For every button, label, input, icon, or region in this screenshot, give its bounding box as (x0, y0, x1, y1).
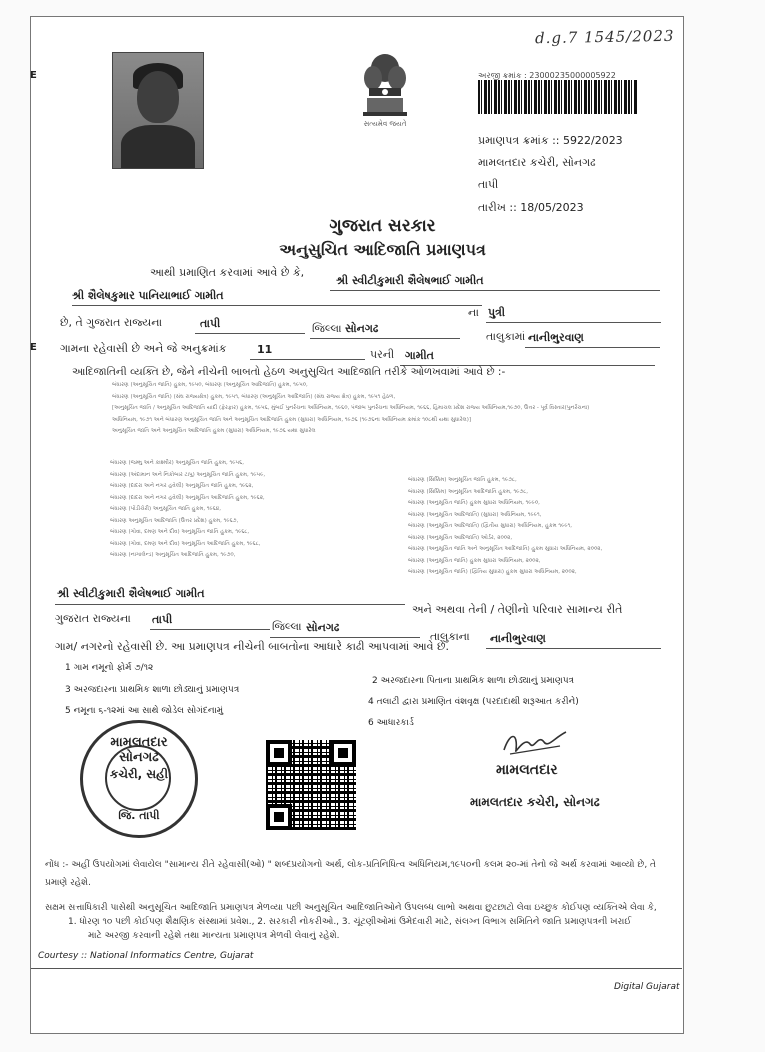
underline (270, 637, 420, 638)
father-name: શ્રી શૈલેષકુમાર પાનિયાભાઈ ગામીત (72, 289, 224, 302)
document-item: 4 તલાટી દ્વારા પ્રમાણિત વંશવૃક્ષ (પરદાદાથી શરૂઆત કરીને) (368, 697, 579, 707)
signatory-office: મામલતદાર કચેરી, સોનગઢ (470, 795, 600, 809)
footer-divider (31, 968, 682, 969)
seal-middle-text: કચેરી, સહી (109, 767, 169, 781)
govt-title: ગુજરાત સરકાર (329, 216, 436, 236)
taluka-value: નાનીભુરવાણ (528, 331, 584, 344)
note-benefits-cont: માટે અરજી કરવાની રહેશે તથા માન્યતા પ્રમાણપત્ર મેળવી લેવાનું રહેશે. (88, 931, 340, 941)
tribe-text: આદિજાતિની વ્યક્તિ છે, જેને નીચેની બાબતો હેઠળ અનુસુચિત આદિજાતિ તરીકે ઓળખવામાં આવે છે :- (72, 366, 506, 378)
certificate-number: પ્રમાણપત્ર ક્રમાંક :: 5922/2023 (478, 134, 623, 147)
relation-prefix: ના (468, 306, 479, 319)
district-label: જિલ્લા (312, 322, 342, 335)
underline (486, 322, 661, 323)
orders-right-list: બંધારણ (સિક્કિમ) અનુસૂચિત જાતિ હુકમ, ૧૯૭૮, બંધારણ (સિક્કિમ) અનુસૂચિત આદિજાતિ હુકમ, ૧૯૭૮, બંધારણ (અનુસૂચિત જાતિ) હુકમ સુધારા અધિનિયમ, ૧૯૯૦, બંધારણ (અનુસૂચિત આદિજાતિ) (સુધારા) અધિનિયમ, ૧૯૯૧, બંધારણ (અનુસૂચિત આદિજાતિ) (દ્વિતીય સુધારા) અધિનિયમ, હુકમ ૧૯૯૧, બંધારણ (અનુસૂચિત આદિજાતિ) ઓર્ડર, ૨૦૦૨, બંધારણ (અનુસૂચિત જાતિ અને અનુસૂચિત આદિજાતિ) હુકમ સુધારા અધિનિયમ, ૨૦૦૨, બંધારણ (અનુસૂચિત જાતિ) હુકમ સુધારા અધિનિયમ, ૨૦૦૨, બંધારણ (અનુસૂચિત જાતિ) (દ્વિતિય સુધારા) હુકમ સુધારા અધિનિયમ, ૨૦૦૨, (408, 477, 603, 575)
residence-subdistrict: સોનગઢ (306, 621, 340, 634)
qr-code (266, 740, 356, 830)
issue-date: તારીખ :: 18/05/2023 (478, 201, 584, 214)
application-number: અરજી ક્રમાંક : 23000235000005922 (478, 71, 616, 80)
document-item: 1 ગામ નમૂનો ફોર્મ ૭/૧૨ (65, 663, 154, 673)
underline (310, 338, 460, 339)
caste-value: ગામીત (405, 349, 434, 362)
emblem-caption: સત્યમેવ જયતે (363, 120, 407, 128)
orders-left-list: બંધારણ (જમ્મુ અને કાશ્મીર) અનુસૂચિત જાતિ હુકમ, ૧૯૫૬, બંધારણ (અંદામાન અને નિકોબાર ટાપુ) અનુસૂચિત જાતિ હુકમ, ૧૯૫૯, બંધારણ (દાદરા અને નગર હવેલી) અનુસૂચિત જાતિ હુકમ, ૧૯૬૨, બંધારણ (દાદરા અને નગર હવેલી) અનુસૂચિત આદિજાતિ હુકમ, ૧૯૬૨, બંધારણ (પોંડીચેરી) અનુસૂચિત જાતિ હુકમ, ૧૯૬૪, બંધારણ અનુસૂચિત આદિજાતિ (ઉત્તર પ્રદેશ) હુકમ, ૧૯૬૭, બંધારણ (ગોવા, દમણ અને દીવ) અનુસૂચિત જાતિ હુકમ, ૧૯૬૮, બંધારણ (ગોવા, દમણ અને દીવ) અનુસૂચિત આદિજાતિ હુકમ, ૧૯૬૮, બંધારણ (નાગાલેન્ડ) અનુસૂચિત આદિજાતિ હુકમ, ૧૯૭૦, (110, 460, 266, 558)
certificate-title: અનુસુચિત આદિજાતિ પ્રમાણપત્ર (279, 240, 486, 259)
digital-gujarat-text: Digital Gujarat (614, 982, 680, 992)
document-item: 5 નમૂના ૬-૧૨માં આ સાથે જોડેલ સોગંદનામું (65, 706, 224, 716)
national-emblem-icon (355, 48, 415, 120)
residence-subdistrict-label: જિલ્લા (272, 620, 302, 633)
courtesy-text: Courtesy :: National Informatics Centre, Gujarat (38, 951, 254, 961)
residence-name: શ્રી સ્વીટીકુમારી શૈલેષભાઈ ગામીત (57, 587, 205, 600)
issuing-office: મામલતદાર કચેરી, સોનગઢ (478, 156, 596, 169)
underline (330, 290, 660, 291)
certify-text: આથી પ્રમાણિત કરવામાં આવે છે કે, (150, 266, 305, 279)
village-text: ગામના રહેવાસી છે અને જે અનુક્રમાંક (60, 342, 227, 355)
margin-mark: E (30, 70, 37, 81)
relation: પુત્રી (488, 306, 506, 319)
family-text: અને અથવા તેની / તેણીનો પરિવાર સામાન્ય રીતે (412, 603, 623, 616)
residence-taluka-label: તાલુકાના (430, 630, 470, 643)
barcode (478, 80, 638, 114)
district-value: તાપી (200, 317, 221, 330)
caste-label: પરની (370, 348, 395, 361)
state-text: છે, તે ગુજરાત રાજ્યના (60, 316, 163, 329)
subdistrict-value: સોનગઢ (345, 322, 379, 335)
residence-district: તાપી (152, 613, 173, 626)
underline (486, 648, 661, 649)
note-benefits: સક્ષમ સત્તાધિકારી પાસેથી અનુસૂચિત આદિજાતિ પ્રમાણપત્ર મેળવ્યા પછી અનુસૂચિત આદિજાતિઓને ઉપલબ્ધ લાભો અથવા છુટછાટો લેવા ઇચ્છુક કોઈપણ વ્યક્તિએ લેવા કે, (45, 903, 657, 913)
note-residence-cont: પ્રમાણે રહેશે. (45, 878, 91, 888)
residence-state-text: ગુજરાત રાજ્યના (55, 612, 131, 625)
issuing-district: તાપી (478, 178, 499, 191)
document-item: 3 અરજદારના પ્રાથમિક શાળા છોડ્યાનું પ્રમાણપત્ર (65, 685, 240, 695)
document-item: 6 આધારકાર્ડ (368, 718, 414, 728)
signature-icon (500, 726, 570, 760)
underline (150, 629, 270, 630)
margin-mark: E (30, 342, 37, 353)
document-item: 2 અરજદારના પિતાના પ્રાથમિક શાળા છોડ્યાનું પ્રમાણપત્ર (372, 676, 575, 686)
office-seal (80, 720, 198, 838)
seal-bottom-text: જિ. તાપી (118, 809, 160, 822)
note-residence: નોંધ :- અહીં ઉપયોગમાં લેવાયેલ "સામાન્ય રીતે રહેવાસી(ઓ) " શબ્દપ્રયોગનો અર્થ, લોક-પ્રતિનિધિત્વ અધિનિયમ,૧૯૫૦ની કલમ ૨૦-માં તેનો જે અર્થ કરવામાં આવ્યો છે, તે (45, 860, 657, 870)
serial-number: 11 (257, 343, 273, 356)
taluka-label: તાલુકામાં (486, 330, 526, 343)
residence-taluka: નાનીભુરવાણ (490, 632, 546, 645)
underline (525, 347, 660, 348)
underline (55, 604, 405, 605)
seal-top-text: મામલતદાર સોનગઢ (110, 735, 168, 765)
underline (195, 333, 305, 334)
handwritten-reference: d.g.7 1545/2023 (534, 26, 675, 48)
fine-print-block: બંધારણ (અનુસૂચિત જાતિ) હુકમ, ૧૯૫૦, બંધારણ (અનુસૂચિત આદિજાતિ) હુકમ, ૧૯૫૦, બંધારણ (અનુસૂચિત જાતિ) (સંઘ રાજ્યક્ષેત્ર) હુકમ, ૧૯૫૧, બંધારણ (અનુસૂચિત આદિજાતિ) (સંઘ રાજ્ય ક્ષેત્ર) હુકમ, ૧૯૫૧ હેઠળ, [અનુસૂચિત જાતિ / અનુસૂચિત આદિજાતિ યાદી (ફેરફાર) હુકમ, ૧૯૫૬, મુંબઈ પુનર્રચના અધિનિયમ, ૧૯૬૦, પંજાબ પુનર્રચના અધિનિયમ, ૧૯૬૬, હિમાચલ પ્રદેશ રાજ્ય અધિનિયમ,૧૯૭૦, ઉત્તર - પૂર્વ વિસ્તાર(પુનર્રચના) અધિનિયમ, ૧૯૭૧ અને બંધારણ અનુસૂચિત જાતિ અને અનુસૂચિત આદિજાતિ હુકમ (સુધારા) અધિનિયમ, ૧૯૭૬ (૧૯૭૬ના અધિનિયમ ક્રમાંક ૧૦૮થી યથા સુધારેલ)] અનુસૂચિત જાતિ અને અનુસૂચિત આદિજાતિ હુકમ (સુધારા) અધિનિયમ, ૧૯૭૬ યથા સુધારેલ (112, 382, 590, 434)
person-name: શ્રી સ્વીટીકુમારી શૈલેષભાઈ ગામીત (336, 274, 484, 287)
underline (250, 359, 365, 360)
note-benefits-items: 1. ધોરણ ૧૦ પછી કોઈપણ શૈક્ષણિક સંસ્થામાં પ્રવેશ., 2. સરકારી નોકરીઓ., 3. ચૂંટણીઓમાં ઉમેદવારી માટે, સંલગ્ન વિભાગ સમિતિને જાતિ પ્રમાણપત્રની ખરાઈ (68, 917, 632, 927)
applicant-photo (112, 52, 204, 169)
signatory-title: મામલતદાર (496, 762, 558, 778)
underline (72, 305, 482, 306)
issue-basis-text: ગામ/ નગરનો રહેવાસી છે. આ પ્રમાણપત્ર નીચેની બાબતોના આધારે કાઢી આપવામાં આવે છે. (55, 640, 450, 653)
